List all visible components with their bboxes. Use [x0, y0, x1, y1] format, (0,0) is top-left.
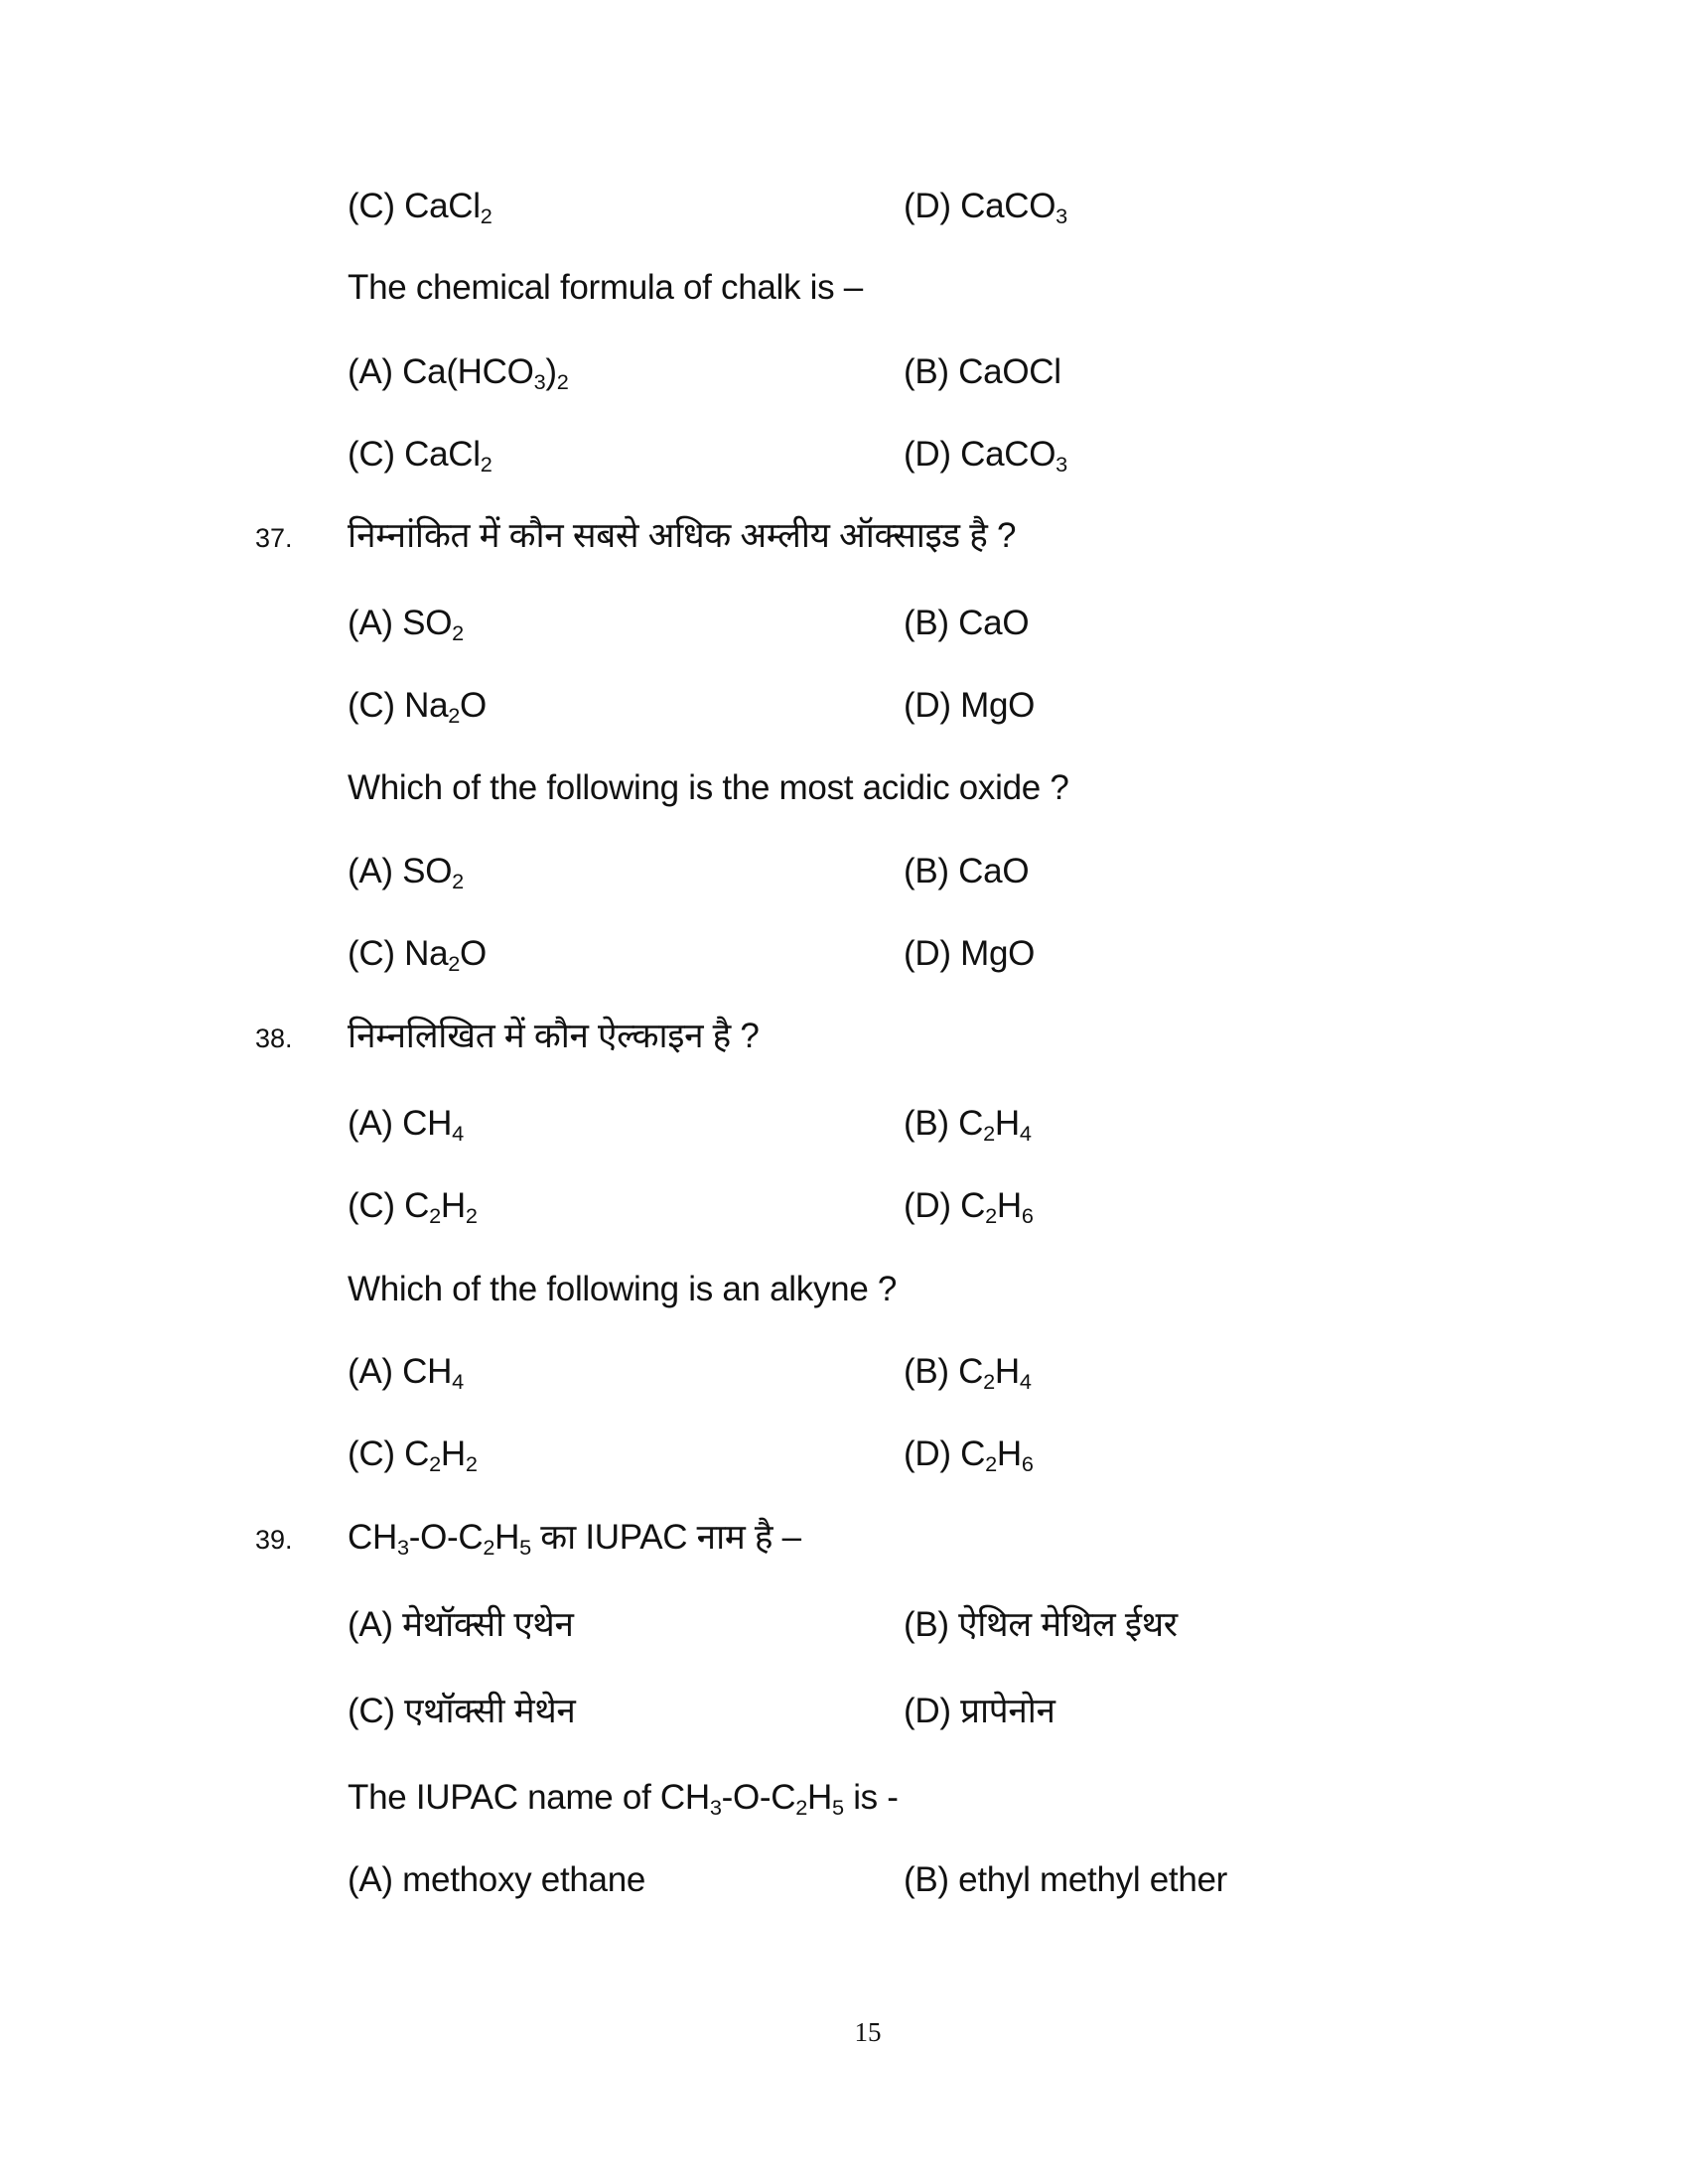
option-b: (B) CaO — [904, 852, 1030, 890]
option-d: (D) CaCO$_3$ — [904, 187, 1067, 229]
option-b: (B) $C_2H_4$ — [904, 1352, 1032, 1395]
question-text-english: Which of the following is an alkyne ? — [348, 1270, 898, 1308]
option-a: (A) $Ca(HCO_3)_2$ — [348, 352, 569, 395]
question-number: 38. — [255, 1024, 293, 1053]
option-d: (D) MgO — [904, 686, 1036, 725]
question-text-english: The chemical formula of chalk is – — [348, 268, 863, 307]
question-text-hindi: निम्नांकित में कौन सबसे अधिक अम्लीय ऑक्साइड है ? — [348, 516, 1017, 555]
option-d: (D) CaCO$_3$ — [904, 435, 1067, 478]
option-b: (B) CaOCl — [904, 352, 1061, 391]
option-b: (B) ethyl methyl ether — [904, 1860, 1228, 1899]
option-a: (A) methoxy ethane — [348, 1860, 646, 1899]
option-c: (C) CaCl$_2$ — [348, 435, 492, 478]
option-c: (C) $C_2H_2$ — [348, 1186, 478, 1229]
question-number: 39. — [255, 1525, 293, 1555]
option-d: (D) प्रापेनोन — [904, 1692, 1055, 1730]
question-text-english: The IUPAC name of $CH_3-O-C_2H_5$ is - — [348, 1778, 899, 1821]
question-text-english: Which of the following is the most acidic oxide ? — [348, 768, 1069, 807]
option-c: (C) एथॉक्सी मेथेन — [348, 1692, 576, 1730]
option-c: (C) $Na_2O$ — [348, 686, 487, 729]
option-b: (B) CaO — [904, 604, 1030, 642]
option-d: (D) MgO — [904, 934, 1036, 973]
question-text-hindi: $CH_3-O-C_2H_5$ का IUPAC नाम है – — [348, 1518, 801, 1561]
question-text-hindi: निम्नलिखित में कौन ऐल्काइन है ? — [348, 1017, 760, 1055]
option-c: (C) $C_2H_2$ — [348, 1434, 478, 1477]
option-c: (C) $Na_2O$ — [348, 934, 487, 977]
option-b: (B) $C_2H_4$ — [904, 1104, 1032, 1147]
option-d: (D) $C_2H_6$ — [904, 1434, 1034, 1477]
question-number: 37. — [255, 523, 293, 553]
option-a: (A) $SO_2$ — [348, 604, 464, 646]
option-b: (B) ऐथिल मेथिल ईथर — [904, 1605, 1178, 1644]
option-a: (A) $SO_2$ — [348, 852, 464, 894]
option-a: (A) $CH_4$ — [348, 1352, 464, 1395]
option-a: (A) मेथॉक्सी एथेन — [348, 1605, 574, 1644]
page-number: 15 — [854, 2017, 882, 2047]
option-d: (D) $C_2H_6$ — [904, 1186, 1034, 1229]
option-a: (A) $CH_4$ — [348, 1104, 464, 1147]
option-c: (C) CaCl$_2$ — [348, 187, 492, 229]
